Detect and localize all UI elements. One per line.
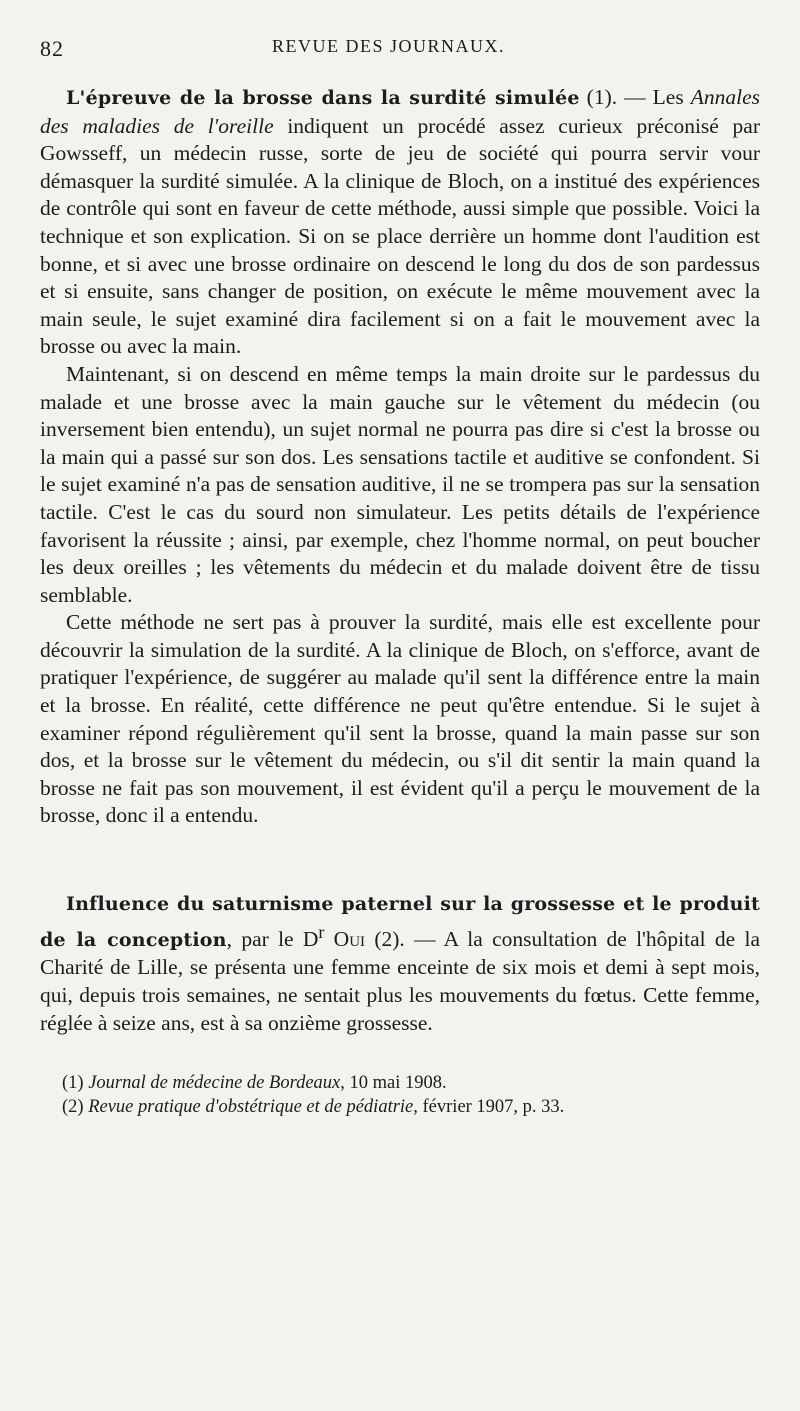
footnote-mark: (2) xyxy=(62,1097,89,1118)
paragraph xyxy=(40,890,760,1037)
footnote xyxy=(40,1095,760,1119)
title-abbrev: r xyxy=(318,921,325,942)
footnote xyxy=(40,1071,760,1095)
footnote-mark: (1) xyxy=(62,1073,89,1094)
footnote-ref: (1). — Les xyxy=(579,85,691,109)
footnote-detail: , 10 mai 1908. xyxy=(340,1073,447,1094)
paragraph-text: indiquent un procédé assez curieux préconisé par Gowsseff, un médecin russe, sorte de jeu de société qui pourra servir vour démasquer la surdité simulée. A la clinique de Bloch, on a institué des expériences de contrôle qui sont en faveur de cette méthode, aussi simple que possible. Voici la technique et son explication. Si on se place derrière un homme dont l'audition est bonne, et si avec une brosse ordinaire on descend le long du dos de son pardessus et si ensuite, sans changer de position, on exécute le même mouvement avec la main seule, le sujet examiné dira facilement si on a fait le mouvement avec la brosse ou avec la main. xyxy=(40,113,761,359)
article-saturnisme xyxy=(40,890,760,1037)
article-heading: L'épreuve de la brosse dans la surdité simulée xyxy=(66,87,580,109)
footnote-source: Revue pratique d'obstétrique et de pédiatrie xyxy=(88,1097,414,1118)
paragraph: Maintenant, si on descend en même temps la main droite sur le pardessus du malade et une brosse avec la main gauche sur le vêtement du médecin (ou inversement bien entendu), un sujet normal ne pourra pas dire si c'est la brosse ou la main qui a passé sur son dos. Les sensations tactile et auditive se confondent. Si le sujet examiné n'a pas de sensation auditive, il ne se trompera pas sur la sensation tactile. C'est le cas du sourd non simulateur. Les petits détails de l'expérience favorisent la réussite ; ainsi, par exemple, chez l'homme normal, on peut boucher les deux oreilles ; les vêtements du médecin et du malade doivent être de tissu semblable. xyxy=(40,361,760,607)
page-number: 82 xyxy=(40,36,64,61)
byline-prefix: , par le D xyxy=(226,926,319,951)
author-name: Oui xyxy=(324,926,366,951)
section-gap xyxy=(40,830,760,870)
running-head xyxy=(40,28,760,64)
journal-title: REVUE DES JOURNAUX. xyxy=(272,36,506,56)
journal-name: Annales des maladies de l'oreille xyxy=(40,85,760,138)
article-brosse xyxy=(40,84,760,830)
paragraph xyxy=(40,84,760,361)
paragraph-text: (2). — A la consultation de l'hôpital de la Charité de Lille, se présenta une femme enceinte de six mois et demi à sept mois, qui, depuis trois semaines, ne sentait plus les mouvements du fœtus. Cette femme, réglée à seize ans, est à sa onzième grossesse. xyxy=(40,926,761,1035)
footnote-detail: , février 1907, p. 33. xyxy=(413,1097,565,1118)
paragraph: Cette méthode ne sert pas à prouver la surdité, mais elle est excellente pour découvrir la simulation de la surdité. A la clinique de Bloch, on s'efforce, avant de pratiquer l'expérience, de suggérer au malade qu'il sent la différence entre la main et la brosse. En réalité, cette différence ne peut qu'être entendue. Si le sujet à examiner répond régulièrement qu'il sent la brosse, quand la main passe sur son dos, et la brosse sur le vêtement du médecin, ou s'il dit sentir la main quand la brosse ne fait pas son mouvement, il est évident qu'il a perçu le mouvement de la brosse, donc il a entendu. xyxy=(40,610,760,828)
footnotes xyxy=(40,1071,760,1119)
footnote-source: Journal de médecine de Bordeaux xyxy=(88,1073,341,1094)
page xyxy=(40,28,760,1119)
article-heading: Influence du saturnisme paternel sur la grossesse et le produit de la conception xyxy=(40,893,760,951)
